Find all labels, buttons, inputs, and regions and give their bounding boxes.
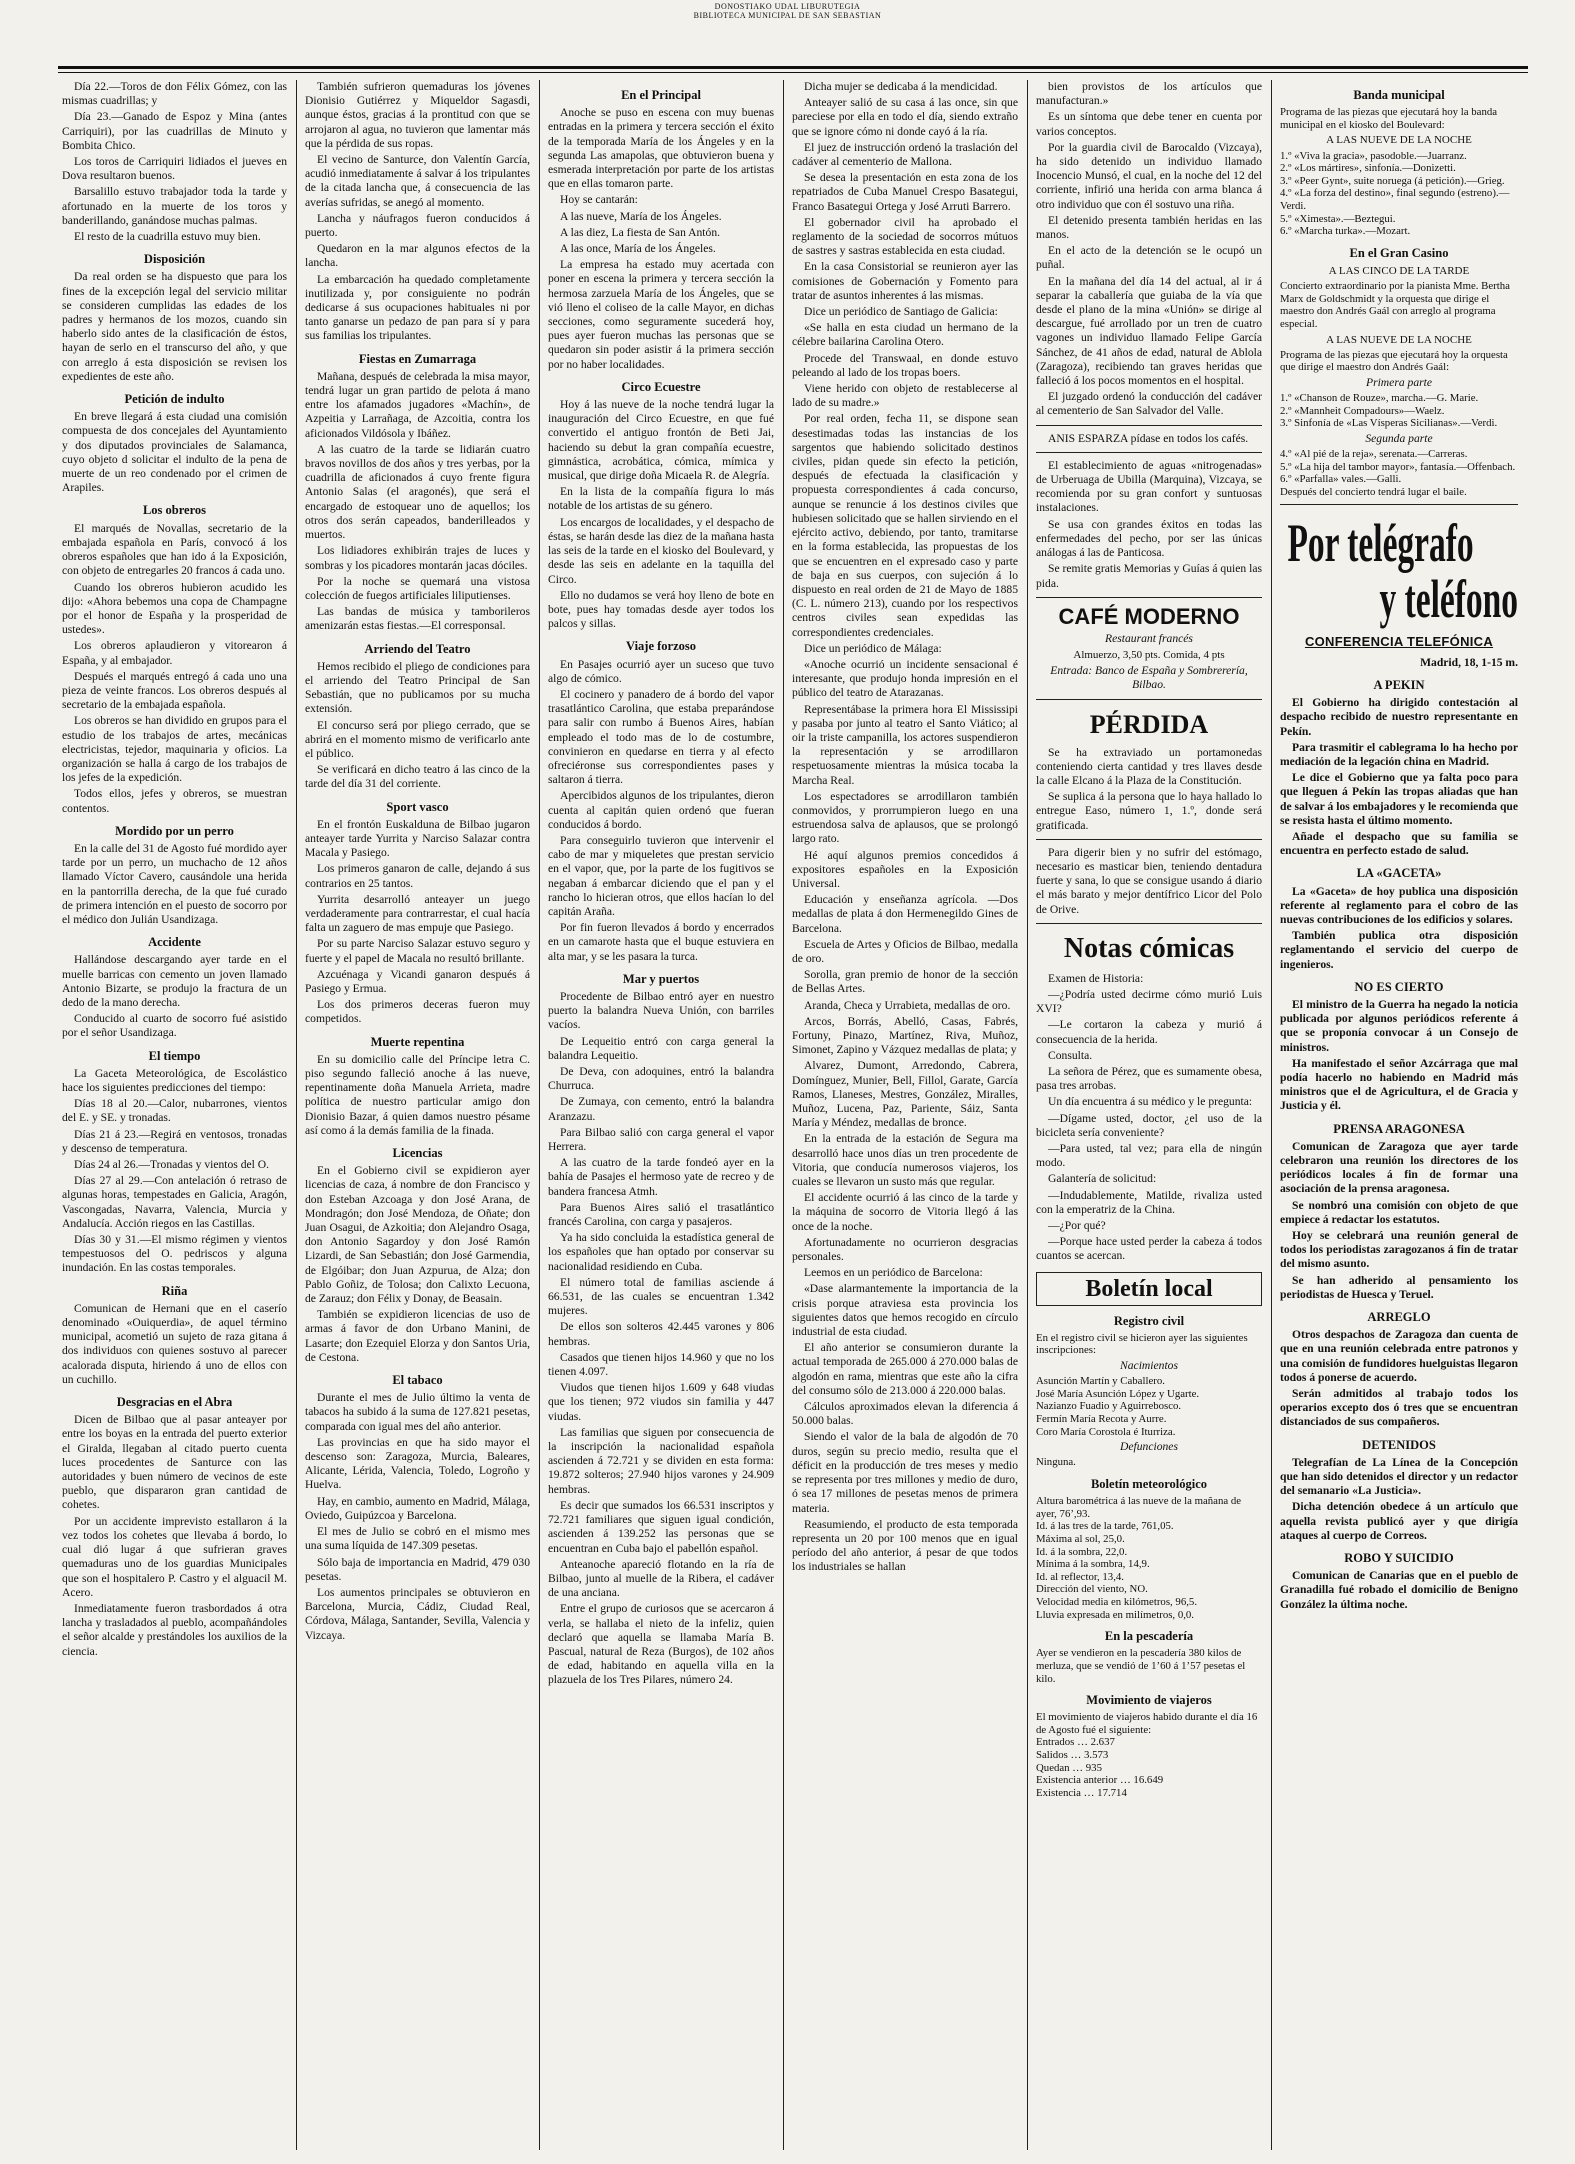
divider [1280, 504, 1518, 505]
paragraph: Días 30 y 31.—El mismo régimen y vientos tempestuosos del O. pedriscos y alguna inundación. En las costas temporales. [62, 1233, 287, 1275]
paragraph: Alvarez, Dumont, Arredondo, Cabrera, Domínguez, Munier, Bell, Fillol, Garate, García Ramos, Llaneses, Mestres, González, Miralles, Muñoz, Lucena, Paz, Pariente, Sáiz, Santa María y Méndez, medallas de bronce. [792, 1059, 1018, 1130]
paragraph: Se desea la presentación en esta zona de los repatriados de Cuba Manuel Crespo Basategui, Franco Basategui Ortega y José Arruti Barrero. [792, 171, 1018, 213]
column-divider [1027, 80, 1028, 2150]
paragraph: La embarcación ha quedado completamente inutilizada y, por consiguiente no podrán dedicarse á sus ocupaciones habituales ni por tanto ganarse un pedazo de pan para sí y para sus familias los tripulantes. [305, 272, 530, 343]
paragraph: ANIS ESPARZA pídase en todos los cafés. [1048, 431, 1249, 445]
paragraph: —Indudablemente, Matilde, rivaliza usted con la emperatriz de la China. [1036, 1188, 1262, 1216]
paragraph: De Zumaya, con cemento, entró la balandra Aranzazu. [548, 1095, 774, 1123]
paragraph: Representábase la primera hora El Mississipi y pasaba por junto al teatro el Santo Viático; al oir la triste campanilla, los actores suspendieron la representación y se arrodillaron respetuosamente mientras la música tocaba la Marcha Real. [792, 702, 1018, 787]
paragraph: «Dase alarmantemente la importancia de la crisis porque atraviesa esta provincia los siguientes datos que hemos recogido en círculo industrial de esta ciudad. [792, 1282, 1018, 1339]
list-block: Concierto extraordinario por la pianista Mme. Bertha Marx de Goldschmidt y la orquesta que dirige el maestro don Andrés Gaál con arreglo al programa especial. [1280, 280, 1510, 330]
paragraph: Las provincias en que ha sido mayor el descenso son: Zaragoza, Murcia, Baleares, Alicante, Lérida, Valencia, Toledo, Logroño y Huelva. [305, 1435, 530, 1492]
subheading: Defunciones [1120, 1440, 1178, 1454]
paragraph: Anoche se puso en escena con muy buenas entradas en la primera y tercera sección el éxito de la temporada María de los Ángeles y en la segunda Las amapolas, que obtuvieron buena y esmerada interpretación por parte de los artistas que en ellas tomaron parte. [548, 106, 774, 191]
paragraph: La empresa ha estado muy acertada con poner en escena la primera y tercera sección la hermosa zarzuela María de los Ángeles, que se vió lleno el coliseo de la calle Mayor, en dichas secciones, como seguramente sucederá hoy, pues ayer fueron muchas las personas que se quedaron sin poder asistir á la primera sección por no haber localidades. [548, 258, 774, 371]
paragraph: Por real orden, fecha 11, se dispone sean desestimadas todas las instancias de los sargentos que habiendo solicitado destinos civiles, pidan quede sin efecto la petición, después de efectuada la clasificación y propuesta correspondientes á cada concurso, aunque se renuncie á los destinos civiles que hubiesen solicitado que se hallen sirviendo en el ejército activo, debiendo, por tanto, tramitarse en la forma establecida, las propuestas de los que se encuentren en el expresado caso y parte de baja en sus cuerpos, con sujeción á lo dispuesto en real orden de 21 de Mayo de 1885 (C. L. número 213), cuando por los respectivos centros civiles sean expedidas las correspondientes credenciales. [792, 412, 1018, 639]
section-heading: En la pescadería [1104, 1629, 1194, 1644]
ad-cafe-moderno-title: CAFÉ MODERNO [1058, 603, 1240, 629]
list-block: Altura barométrica á las nueve de la mañana de ayer, 76’,93. Id. á las tres de la tarde, 761,05. Máxima al sol, 25,0. Id. á la sombra, 22,0. Mínima á la sombra, 14,9. Id. al reflector, 13,4. Dirección del viento, NO. Velocidad media en kilómetros, 96,5. Lluvia expresada en milímetros, 0,0. [1036, 1495, 1242, 1621]
section-heading: Riña [161, 1283, 188, 1298]
paragraph: Mañana, después de celebrada la misa mayor, tendrá lugar un gran partido de pelota á mano entre los afamados jugadores «Machín», de Azpeitia y Larrañaga, de Azcoitia, contra los aficionados Vildósola y Ibáñez. [305, 369, 530, 440]
caps-line: A LAS NUEVE DE LA NOCHE [1326, 333, 1472, 346]
paragraph: De Deva, con adoquines, entró la balandra Churruca. [548, 1065, 774, 1093]
paragraph: Anteayer salió de su casa á las once, sin que pareciese por ella en todo el día, siendo extraño que se ignore cómo ni donde cayó á la ría. [792, 96, 1018, 138]
paragraph: Quedaron en la mar algunos efectos de la lancha. [305, 242, 530, 270]
paragraph: —Porque hace usted perder la cabeza á todos cuantos se acercan. [1036, 1235, 1262, 1263]
conference-heading: CONFERENCIA TELEFÓNICA [1304, 634, 1494, 650]
column-4 [792, 80, 1018, 2150]
column-divider [539, 80, 540, 2150]
paragraph: Ello no dudamos se verá hoy lleno de bote en bote, pues hay tomadas desde ayer todos los palcos y sillas. [548, 588, 774, 631]
section-heading: Circo Ecuestre [621, 379, 701, 394]
divider [1036, 699, 1262, 700]
paragraph: Días 21 á 23.—Regirá en ventosos, tronadas y descenso de temperatura. [62, 1127, 287, 1155]
bold-paragraph: Le dice el Gobierno que ya falta poco para que lleguen á Pekín las tropas aliadas que han de salvar á los embajadores y le recomienda que se resista hasta el último momento. [1280, 771, 1518, 827]
paragraph: La Gaceta Meteorológica, de Escolástico hace los siguientes predicciones del tiempo: [62, 1066, 287, 1094]
paragraph: Hé aquí algunos premios concedidos á expositores españoles en la Exposición Universal. [792, 848, 1018, 890]
paragraph: A las nueve, María de los Ángeles. [560, 209, 722, 223]
divider [1036, 425, 1262, 426]
ad-perdida-title: PÉRDIDA [1089, 709, 1209, 739]
paragraph: Por un accidente imprevisto estallaron á la vez todos los cohetes que llevaba á bordo, lo cual dió lugar á que sufrieran graves quemaduras uno de los guardias Municipales que son el hospitalero P. Castro y el alguacil M. Acero. [62, 1514, 287, 1599]
paragraph: Para Buenos Aires salió el trasatlántico francés Carolina, con carga y pasajeros. [548, 1200, 774, 1229]
paragraph: —Le cortaron la cabeza y murió á consecuencia de la herida. [1036, 1018, 1262, 1046]
paragraph: Los toros de Carriquiri lidiados el jueves en Dova resultaron buenos. [62, 155, 287, 183]
section-heading: En el Principal [621, 88, 701, 102]
paragraph: En la casa Consistorial se reunieron ayer las comisiones de Gobernación y Fomento para tratar de asuntos inherentes á las mismas. [792, 260, 1018, 302]
paragraph: El vecino de Santurce, don Valentín García, acudió inmediatamente á salvar á los tripulantes de la citada lancha que, á consecuencia de las averías sufridas, se anegó al momento. [305, 153, 530, 209]
paragraph: Para digerir bien y no sufrir del estómago, necesario es masticar bien, teniendo dentadura fuerte y sana, lo que se consigue usando á diario el más barato y mejor dentífrico Licor del Polo de Orive. [1036, 845, 1262, 916]
paragraph: Después el marqués entregó á cada uno una pieza de veinte francos. Los obreros después al secretario de la embajada española. [62, 669, 287, 712]
paragraph: Afortunadamente no ocurrieron desgracias personales. [792, 1235, 1018, 1264]
paragraph: Escuela de Artes y Oficios de Bilbao, medalla de oro. [792, 937, 1018, 965]
paragraph: En su domicilio calle del Príncipe letra C. piso segundo falleció anoche á las nueve, repentinamente doña Manuela Arrieta, madre política de nuestro particular amigo don Dionisio Bazar, á quien damos nuestro pésame así como á la demás familia de la finada. [305, 1052, 530, 1137]
paragraph: Se verificará en dicho teatro á las cinco de la tarde del día 31 del corriente. [305, 763, 530, 791]
paragraph: El resto de la cuadrilla estuvo muy bien. [74, 230, 261, 244]
paragraph: Días 24 al 26.—Tronadas y vientos del O. [74, 1158, 270, 1172]
paragraph: El año anterior se consumieron durante la actual temporada de 265.000 á 270.000 balas de algodón en rama, mientras que este año la cifra del consumo sólo de 213.000 á 220.000 balas. [792, 1341, 1018, 1397]
paragraph: Para Bilbao salió con carga general el vapor Herrera. [548, 1125, 774, 1154]
paragraph: Hallándose descargando ayer tarde en el muelle barricas con cemento un joven llamado Antonio Bizarte, se produjo la fractura de un dedo de la mano derecha. [62, 953, 287, 1009]
paragraph: Inmediatamente fueron trasbordados á otra lancha y trasladados al pueblo, acompañándoles el señor alcalde y prestándoles los auxilios de la ciencia. [62, 1601, 287, 1658]
column-2 [305, 80, 530, 2150]
section-heading: Disposición [143, 252, 206, 267]
paragraph: Barsalillo estuvo trabajador toda la tarde y afortunado en la muerte de los toros y banderillando, ganándose muchas palmas. [62, 185, 287, 227]
section-heading: Accidente [148, 935, 201, 950]
section-heading: NO ES CIERTO [1354, 979, 1444, 994]
paragraph: Reasumiendo, el producto de esta temporada representa un 20 por 100 menos que en igual período del año anterior, á pesar de que todos los industriales se hallan [792, 1517, 1018, 1574]
section-heading: Movimiento de viajeros [1086, 1693, 1212, 1708]
paragraph: Casados que tienen hijos 14.960 y que no los tienen 4.097. [548, 1350, 774, 1379]
paragraph: Las familias que siguen por consecuencia de la inscripción la nacionalidad española ascienden á 72.721 y se dividen en esta forma: 19.872 solteros; 27.940 hijos varones y 24.909 hembras. [548, 1425, 774, 1496]
section-heading: Fiestas en Zumarraga [358, 351, 477, 366]
notas-comicas-title: Notas cómicas [1063, 932, 1235, 964]
list-block: Programa de las piezas que ejecutará hoy la banda municipal en el kiosko del Boulevard: [1280, 106, 1498, 131]
paragraph: Cuando los obreros hubieron acudido les dijo: «Ahora bebemos una copa de Champagne por el honor de España y la prosperidad de ustedes». [62, 580, 287, 637]
bold-paragraph: Ha manifestado el señor Azcárraga que mal podía hacerlo no habiendo en Madrid más ministros que el de Agricultura, el de Gracia y Justicia y él. [1280, 1056, 1518, 1113]
paragraph: Los primeros ganaron de calle, dejando á sus contrarios en 25 tantos. [305, 862, 530, 890]
bold-paragraph: El ministro de la Guerra ha negado la noticia publicada por algunos periódicos referente á que se proponía convocar á un Consejo de ministros. [1280, 997, 1518, 1054]
section-heading: En el Gran Casino [1349, 245, 1449, 260]
paragraph: «Se halla en esta ciudad un hermano de la célebre bailarina Carolina Otero. [792, 321, 1018, 349]
top-rule [58, 66, 1528, 69]
paragraph: Yurrita desarrolló anteayer un juego verdaderamente para contrarrestar, el cual hacía falta un zaguero de mas empuje que Pasiego. [305, 892, 530, 935]
paragraph: A las once, María de los Ángeles. [560, 242, 716, 256]
section-heading: Los obreros [142, 503, 207, 518]
column-3 [548, 80, 774, 2150]
paragraph: Días 18 al 20.—Calor, nubarrones, vientos del E. y SE. y tronadas. [62, 1097, 287, 1125]
paragraph: Arcos, Borrás, Abelló, Casas, Fabrés, Fortuny, Pinazo, Martínez, Riva, Muñoz, Simonet, Zapino y Vázquez medallas de plata; y [792, 1014, 1018, 1057]
paragraph: Hoy á las nueve de la noche tendrá lugar la inauguración del Circo Ecuestre, en que fué convertido el antiguo frontón de Beti Jai, haciendo su debut la gran compañía ecuestre, gimnástica, acrobática, cómica, mímica y musical, que dirige doña Micaela R. de Alegría. [548, 398, 774, 483]
paragraph: Es un síntoma que debe tener en cuenta por varios conceptos. [1036, 110, 1262, 138]
bold-paragraph: Añade el despacho que su familia se encuentra en perfecto estado de salud. [1280, 829, 1518, 858]
paragraph: —Para usted, tal vez; para ella de ningún modo. [1036, 1141, 1262, 1170]
list-block: Ayer se vendieron en la pescadería 380 kilos de merluza, que se vendió de 1’60 á 1’57 pesetas el kilo. [1036, 1647, 1246, 1685]
section-heading: Registro civil [1113, 1313, 1185, 1328]
paragraph: Las bandas de música y tamborileros amenizarán estas fiestas.—El corresponsal. [305, 605, 530, 633]
paragraph: Un día encuentra á su médico y le pregunta: [1048, 1095, 1253, 1109]
paragraph: Comunican de Hernani que en el caserío denominado «Ouiquerdia», de aquel término municipal, acometió un sujeto de raza gitana á dos individuos con quienes sostuvo al parecer acalorada disputa, hiriendo á uno de ellos con un cuchillo. [62, 1301, 287, 1386]
list-block: 4.º «Al pié de la reja», serenata.—Carreras. 5.º «La hija del tambor mayor», fantasía.—Offenbach. 6.º «Parfalla» vales.—Galli. Después del concierto tendrá lugar el baile. [1280, 448, 1516, 498]
paragraph: Ya ha sido concluida la estadística general de los españoles que han optado por conservar su nacionalidad residiendo en Cuba. [548, 1231, 774, 1273]
paragraph: El mes de Julio se cobró en el mismo mes una suma líquida de 147.309 pesetas. [305, 1525, 530, 1553]
paragraph: A las cuatro de la tarde fondeó ayer en la bahía de Pasajes el hermoso yate de recreo y de bandera francesa Atmh. [548, 1156, 774, 1198]
paragraph: Siendo el valor de la bala de algodón de 70 duros, según su precio medio, resulta que el déficit en la producción de tres meses y medio se representa por tres millones y medio de duro, ó sea 17 millones de pesetas menos de primera materia. [792, 1430, 1018, 1515]
paragraph: Hay, en cambio, aumento en Madrid, Málaga, Oviedo, Guipúzcoa y Barcelona. [305, 1494, 530, 1522]
section-heading: El tabaco [392, 1373, 443, 1388]
paragraph: Apercibidos algunos de los tripulantes, dieron cuenta al capitán quien ordenó que fueran conducidos á bordo. [548, 789, 774, 831]
bold-paragraph: Comunican de Canarias que en el pueblo de Granadilla fué robado el domicilio de Benigno González la última noche. [1280, 1569, 1518, 1611]
bold-paragraph: Otros despachos de Zaragoza dan cuenta de que en una reunión celebrada entre patronos y una comisión de fundidores huelguistas llegaron todos á ponerse de acuerdo. [1280, 1328, 1518, 1384]
paragraph: Los lidiadores exhibirán trajes de luces y sombras y los picadores montarán jacas dóciles. [305, 544, 530, 572]
divider [1036, 839, 1262, 840]
paragraph: En la calle del 31 de Agosto fué mordido ayer tarde por un perro, un muchacho de 12 años llamado Víctor Cavero, causándole una herida en la pantorrilla derecha, de la que fué curado de primera intención en el puesto de socorro por el médico don Julián Usandizaga. [62, 841, 287, 926]
paragraph: Consulta. [1048, 1048, 1093, 1062]
paragraph: En el acto de la detención se le ocupó un puñal. [1036, 244, 1262, 272]
paragraph: Se suplica á la persona que lo haya hallado lo entregue Easo, número 1, 1.º, donde será gratificada. [1036, 790, 1262, 832]
paragraph: En la entrada de la estación de Segura ma desarrolló hace unos días un tren procedente de Vitoria, que conducía numerosos viajeros, los cuales se llevaron un susto más que regular. [792, 1132, 1018, 1189]
column-6 [1280, 80, 1518, 2150]
section-heading: ROBO Y SUICIDIO [1344, 1551, 1454, 1566]
paragraph: Sorolla, gran premio de honor de la sección de Bellas Artes. [792, 968, 1018, 996]
paragraph: El establecimiento de aguas «nitrogenadas» de Urberuaga de Ubilla (Marquina), Vizcaya, se recomienda por su gran confort y suntuosas instalaciones. [1036, 458, 1262, 515]
bold-paragraph: La «Gaceta» de hoy publica una disposición referente al reglamento para el cobro de las nuevas contribuciones de los edificios y solares. [1280, 884, 1518, 926]
paragraph: Lancha y náufragos fueron conducidos á puerto. [305, 211, 530, 240]
caps-line: A LAS NUEVE DE LA NOCHE [1326, 134, 1472, 147]
paragraph: Dicen de Bilbao que al pasar anteayer por entre los boyas en la entrada del puerto exterior el Giralda, llegaban al citado puerto cuenta luces procedentes de Santurce con las autoridades y buen número de vecinos de este pueblo, que dispararon gran cantidad de cohetes. [62, 1413, 287, 1512]
library-header: DONOSTIAKO UDAL LIBURUTEGIA BIBLIOTECA MUNICIPAL DE SAN SEBASTIAN [693, 2, 882, 20]
column-5 [1036, 80, 1262, 2150]
section-heading: A PEKIN [1373, 677, 1425, 692]
paragraph: En Pasajes ocurrió ayer un suceso que tuvo algo de cómico. [548, 657, 774, 685]
list-block: Ninguna. [1036, 1456, 1076, 1469]
bold-paragraph: Serán admitidos al trabajo todos los operarios excepto dos ó tres que se encuentran distanciados de sus compañeros. [1280, 1387, 1518, 1429]
paragraph: A las cuatro de la tarde se lidiarán cuatro bravos novillos de dos años y tres yerbas, por la cuadrilla de aficionados á cuyo frente figura Antonio Salas (el aragonés), que será el encargado de estoquear uno de aquellos; los otros dos serán capeados, banderilleados y muertos. [305, 442, 530, 542]
paragraph: Por la noche se quemará una vistosa colección de fuegos artificiales liliputienses. [305, 574, 530, 602]
paragraph: Dicha mujer se dedicaba á la mendicidad. [804, 80, 998, 93]
paragraph: El gobernador civil ha aprobado el reglamento de la sociedad de socorros mútuos de sastres y sastras establecida en esta ciudad. [792, 215, 1018, 258]
bold-paragraph: Dicha detención obedece á un artículo que aquella revista publicó ayer y que dirigía ataques al cuerpo de Correos. [1280, 1500, 1518, 1542]
paragraph: Se ha extraviado un portamonedas conteniendo cierta cantidad y tres llaves desde la calle Elcano á la Plaza de la Constitución. [1036, 745, 1262, 787]
paragraph: Aranda, Checa y Urrabieta, medallas de oro. [804, 998, 1011, 1012]
paragraph: Azcuénaga y Vicandi ganaron después á Pasiego y Ermua. [305, 967, 530, 995]
section-heading: Muerte repentina [370, 1034, 465, 1049]
telegrafo-title: Por telégrafo [1287, 513, 1474, 574]
paragraph: Da real orden se ha dispuesto que para los fines de la excepción legal del servicio militar se consideren cumplidas las edades de los padres y hermanos de los mozos, cuando sin haberlo sido antes de la clasificación de éstos, hayan de serlo en el transcurso del año, y que con arreglo á esta disposición se revisen los expedientes de este año. [62, 270, 287, 383]
paragraph: «Anoche ocurrió un incidente sensacional é interesante, que produjo honda impresión en el público del teatro de Atarazanas. [792, 657, 1018, 700]
bold-paragraph: Se nombró una comisión con objeto de que empiece á redactar los estatutos. [1280, 1198, 1518, 1226]
bold-paragraph: Comunican de Zaragoza que ayer tarde celebraron una reunión los directores de los periódicos locales á fin de formar una asociación de la prensa aragonesa. [1280, 1139, 1518, 1196]
dateline: Madrid, 18, 1-15 m. [1420, 655, 1518, 669]
bold-paragraph: Hoy se celebrará una reunión general de todos los periodistas zaragozanos á fin de tratar del mismo asunto. [1280, 1229, 1518, 1271]
paragraph: Los aumentos principales se obtuvieron en Barcelona, Murcia, Cádiz, Ciudad Real, Córdova, Málaga, Santander, Sevilla, Valencia y Vizcaya. [305, 1585, 530, 1642]
paragraph: Educación y enseñanza agrícola. —Dos medallas de plata á don Hermenegildo Gines de Barcelona. [792, 893, 1018, 935]
caps-line: A LAS CINCO DE LA TARDE [1328, 264, 1470, 277]
section-heading: El tiempo [148, 1048, 201, 1063]
section-heading: Banda municipal [1353, 88, 1445, 102]
paragraph: Dice un periódico de Málaga: [804, 641, 942, 655]
paragraph: También se expidieron licencias de uso de armas á favor de don Urbano Manini, de Lasarte; don Ezequiel Elorza y don Santos Uria, de Cestona. [305, 1308, 530, 1364]
section-heading: PRENSA ARAGONESA [1333, 1121, 1465, 1136]
section-heading: DETENIDOS [1362, 1437, 1436, 1452]
paragraph: La señora de Pérez, que es sumamente obesa, pasa tres arrobas. [1036, 1064, 1262, 1093]
list-block: El movimiento de viajeros habido durante el día 16 de Agosto fué el siguiente: Entrados … 2.637 Salidos … 3.573 Quedan … 935 Existencia anterior … 16.649 Existencia … 17.714 [1036, 1711, 1258, 1799]
bold-paragraph: Para trasmitir el cablegrama lo ha hecho por mediación de la legación china en Madrid. [1280, 740, 1518, 768]
paragraph: Conducido al cuarto de socorro fué asistido por el señor Usandizaga. [62, 1012, 287, 1040]
paragraph: Leemos en un periódico de Barcelona: [804, 1266, 983, 1280]
paragraph: Por fin fueron llevados á bordo y encerrados en un camarote hasta que el buque estuviera en alta mar, y se les pasara la turca. [548, 921, 774, 963]
paragraph: Por su parte Narciso Salazar estuvo seguro y fuerte y el papel de Macala no resultó brillante. [305, 937, 530, 965]
subheading: Nacimientos [1120, 1359, 1178, 1372]
paragraph: El cocinero y panadero de á bordo del vapor trasatlántico Carolina, que estaba preparándose para salir con rumbo á Buenos Aires, habían empleado el todo mas de lo de costumbre, convinieron en quedarse en tierra y al efecto ofreciéronse sus correspondientes pases y saltaron á tierra. [548, 687, 774, 787]
list-block: 1.º «Viva la gracia», pasodoble.—Juarranz. 2.º «Los mártires», sinfonía.—Donizetti. 3.º «Peer Gynt», suite noruega (á petición).—Grieg. 4.º «La forza del destino», final segundo (estreno).—Verdi. 5.º «Ximesta».—Beztegui. 6.º «Marcha turka».—Mozart. [1280, 149, 1510, 238]
columns-area [62, 80, 1522, 2150]
divider [1036, 923, 1262, 924]
paragraph: Hoy se cantarán: [560, 193, 638, 207]
section-heading: Licencias [392, 1146, 443, 1161]
bold-paragraph: El Gobierno ha dirigido contestación al despacho recibido de nuestro representante en Pekín. [1280, 696, 1518, 738]
paragraph: En el frontón Euskalduna de Bilbao jugaron anteayer tarde Yurrita y Narciso Salazar contra Macala y Pasiego. [305, 817, 530, 860]
bold-paragraph: También publica otra disposición reglamentando el servicio del cuerpo de ingenieros. [1280, 929, 1518, 971]
paragraph: También sufrieron quemaduras los jóvenes Dionisio Gutiérrez y Miqueldor Sagasdi, aunque éstos, gracias á la prontitud con que se arrojaron al agua, no tuvieron que lamentar más que la pérdida de sus ropas. [305, 80, 530, 150]
paragraph: Días 27 al 29.—Con antelación ó retraso de algunas horas, tempestades en Galicia, Aragón, Vascongadas, Navarra, Valencia, Murcia y Andalucía. Acción riegos en las Castillas. [62, 1174, 287, 1230]
section-heading: ARREGLO [1367, 1310, 1431, 1325]
paragraph: Viudos que tienen hijos 1.609 y 648 viudas que los tienen; 972 viudos sin familia y 447 viudas. [548, 1381, 774, 1423]
column-divider [783, 80, 784, 2150]
top-rule-thin [58, 72, 1528, 73]
list-block: Programa de las piezas que ejecutará hoy la orquesta que dirige el maestro don Andrés Gaál: [1280, 348, 1508, 374]
paragraph: El juez de instrucción ordenó la traslación del cadáver al cementerio de Mallona. [792, 140, 1018, 169]
paragraph: Los dos primeros deceras fueron muy competidos. [305, 998, 530, 1026]
paragraph: Cálculos aproximados elevan la diferencia á 50.000 balas. [792, 1400, 1018, 1428]
paragraph: El detenido presenta también heridas en las manos. [1036, 213, 1262, 242]
subheading: Entrada: Banco de España y Sombrerería, Bilbao. [1050, 664, 1248, 692]
paragraph: Los obreros se han dividido en grupos para el estudio de los trabajos de artes, mecánicas electricistas, tejedor, maquinaria y oficios. La organización se halla á cargo de los trabajos de los jefes de la expedición. [62, 714, 287, 785]
section-heading: Mar y puertos [622, 971, 700, 986]
section-heading: Desgracias en el Abra [116, 1395, 233, 1410]
masthead [0, 0, 1575, 70]
telefono-title: y teléfono [1379, 569, 1518, 630]
paragraph: El juzgado ordenó la conducción del cadáver al cementerio de San Salvador del Valle. [1036, 390, 1262, 418]
paragraph: Procedente de Bilbao entró ayer en nuestro puerto la balandra Nueva Unión, con barriles vacíos. [548, 989, 774, 1032]
subheading: Segunda parte [1365, 431, 1433, 445]
paragraph: Los espectadores se arrodillaron también conmovidos, y prorrumpieron luego en una estruendosa salva de aplausos, que se prolongó largo rato. [792, 789, 1018, 846]
paragraph: Galantería de solicitud: [1048, 1172, 1157, 1186]
paragraph: Anteanoche apareció flotando en la ría de Bilbao, junto al muelle de la Ribera, el cadáver de una anciana. [548, 1557, 774, 1600]
paragraph: De ellos son solteros 42.445 varones y 806 hembras. [548, 1320, 774, 1348]
paragraph: Los encargos de localidades, y el despacho de éstas, se harán desde las diez de la mañana hasta las seis de la tarde en el kiosko del Boulevard, y desde las seis en adelante en la taquilla del Circo. [548, 515, 774, 586]
paragraph: Hemos recibido el pliego de condiciones para el arriendo del Teatro Principal de San Sebastián, que no publicamos por su mucha extensión. [305, 659, 530, 716]
paragraph: Durante el mes de Julio último la venta de tabacos ha subido á la suma de 127.821 pesetas, comparada con igual mes del año anterior. [305, 1391, 530, 1433]
paragraph: A las diez, La fiesta de San Antón. [560, 225, 721, 239]
paragraph: Examen de Historia: [1048, 971, 1144, 985]
section-heading: Boletín meteorológico [1090, 1476, 1208, 1491]
paragraph: Dice un periódico de Santiago de Galicia: [804, 305, 998, 319]
list-block: En el registro civil se hicieron ayer las siguientes inscripciones: [1036, 1331, 1248, 1357]
column-divider [1271, 80, 1272, 2150]
paragraph: El accidente ocurrió á las cinco de la tarde y la máquina de socorro de Vitoria llegó á las once de la noche. [792, 1191, 1018, 1233]
paragraph: En la lista de la compañía figura lo más notable de los artistas de su género. [548, 485, 774, 513]
paragraph: Los obreros aplaudieron y vitorearon á España, y al embajador. [62, 639, 287, 667]
paragraph: —¿Podría usted decirme cómo murió Luis XVI? [1036, 987, 1262, 1016]
caps-line: Almuerzo, 3,50 pts. Comida, 4 pts [1073, 648, 1225, 661]
bold-paragraph: Se han adherido al pensamiento los periodistas de Huesca y Teruel. [1280, 1273, 1518, 1301]
paragraph: Procede del Transwaal, en donde estuvo peleando al lado de los tropas boers. [792, 351, 1018, 379]
list-block: 1.º «Chanson de Rouze», marcha.—G. Marie. 2.º «Mannheit Compadours»—Waelz. 3.º Sinfonía de «Las Vísperas Sicilianas».—Verdi. [1280, 392, 1498, 430]
paragraph: En breve llegará á esta ciudad una comisión compuesta de dos concejales del Ayuntamiento y dos diputados provinciales de Salamanca, cuyo objeto d solicitar el indulto de la pena de muerte de un reo condenado por el crimen de Arapiles. [62, 410, 287, 495]
boletin-local-title: Boletín local [1036, 1272, 1262, 1306]
paragraph: De Lequeitio entró con carga general la balandra Lequeitio. [548, 1034, 774, 1062]
paragraph: —Dígame usted, doctor, ¿el uso de la bicicleta sería conveniente? [1036, 1111, 1262, 1139]
subheading: Restaurant francés [1105, 631, 1193, 645]
column-divider [296, 80, 297, 2150]
paragraph: Todos ellos, jefes y obreros, se muestran contentos. [62, 787, 287, 815]
section-heading: Viaje forzoso [626, 639, 696, 654]
paragraph: El marqués de Novallas, secretario de la embajada española en París, convocó á los obreros españoles que han ido á la Exposición, con objeto de entregarles 20 francos á cada uno. [62, 521, 287, 578]
paragraph: Es decir que sumados los 66.531 inscriptos y 72.721 familiares que siguen igual condición, ascienden á 139.252 las personas que se encuentran en Cuba bajo el pabellón español. [548, 1498, 774, 1555]
paragraph: Por la guardia civil de Barocaldo (Vizcaya), ha sido detenido un individuo llamado Inocencio Munsó, el cual, en la noche del 12 del corriente, infirió una herida con arma blanca á otro individuo que con él sostuvo una riña. [1036, 140, 1262, 211]
paragraph: Se remite gratis Memorias y Guías á quien las pida. [1036, 562, 1262, 590]
paragraph: El concurso será por pliego cerrado, que se abrirá en el momento mismo de verificarlo ante el público. [305, 718, 530, 760]
paragraph: Para conseguirlo tuvieron que intervenir el cabo de mar y miqueletes que prestan servicio en el vapor, que, por la parte de los fugitivos se negaban á embarcar diciendo que el pan y el rancho lo hicieran otros, que ellos hacían lo del capitán Araña. [548, 833, 774, 918]
paragraph: Día 23.—Ganado de Espoz y Mina (antes Carriquiri), por las cuadrillas de Minuto y Bombita Chico. [62, 110, 287, 152]
bold-paragraph: Telegrafían de La Línea de la Concepción que han sido detenidos el director y un redactor del semanario «La Justicia». [1280, 1455, 1518, 1498]
section-heading: Mordido por un perro [115, 823, 234, 838]
paragraph: —¿Por qué? [1048, 1219, 1106, 1232]
paragraph: Entre el grupo de curiosos que se acercaron á verla, se hallaba el nieto de la infeliz, quien declaró que aquella se llamaba María B. Pascual, natural de Reza (Burgos), de 102 años de edad, habitando en aquella villa en la plazuela de los Tres Pilares, número 24. [548, 1602, 774, 1687]
section-heading: Petición de indulto [124, 392, 225, 407]
paragraph: bien provistos de los artículos que manufacturan.» [1036, 80, 1262, 108]
section-heading: LA «GACETA» [1356, 866, 1442, 881]
column-1 [62, 80, 287, 2150]
divider [1036, 597, 1262, 598]
divider [1036, 452, 1262, 453]
paragraph: En el Gobierno civil se expidieron ayer licencias de caza, á nombre de don Francisco y don Esteban Azcoaga y don José Arana, de Mondragón; don José Mendoza, de Oñate; don Juan Osagui, de Azkoitia; don Alejandro Osaga, don Antonio Sagardoy y don José Ramón Lizardi, de San Sebastián; don José Garmendia, de Elgóibar; don Juan Azpurua, de Alza; don Pablo Goñiz, de Tolosa; don Calixto Lecuona, de Zarauz; don Félix y Donay, de Beasain. [305, 1164, 530, 1306]
paragraph: Sólo baja de importancia en Madrid, 479 030 pesetas. [305, 1555, 530, 1583]
paragraph: Día 22.—Toros de don Félix Gómez, con las mismas cuadrillas; y [62, 80, 287, 108]
subheading: Primera parte [1365, 375, 1432, 389]
paragraph: Viene herido con objeto de restablecerse al lado de su madre.» [792, 382, 1018, 410]
paragraph: El número total de familias asciende á 66.531, de las cuales se encuentran 1.342 mujeres. [548, 1275, 774, 1318]
section-heading: Arriendo del Teatro [364, 641, 471, 656]
list-block: Asunción Martín y Caballero. José María Asunción López y Ugarte. Nazianzo Fuadio y Aguirrebosco. Fermín María Recota y Aurre. Coro María Corostola é Iturriza. [1036, 1375, 1200, 1438]
paragraph: Se usa con grandes éxitos en todas las enfermedades del pecho, por ser las únicas análogas á las de Panticosa. [1036, 517, 1262, 560]
paragraph: En la mañana del día 14 del actual, al ir á separar la caballería que guiaba de la vía que desde el plano de la mina «Unión» se dirige al descargue, fué arrollado por un tren de cuatro vagones un individuo llamado Felipe García Sánchez, de 41 años de edad, natural de Ablola (Zaragoza), recibiendo tan graves heridas que falleció á los pocos momentos en el hospital. [1036, 274, 1262, 388]
section-heading: Sport vasco [386, 799, 449, 814]
